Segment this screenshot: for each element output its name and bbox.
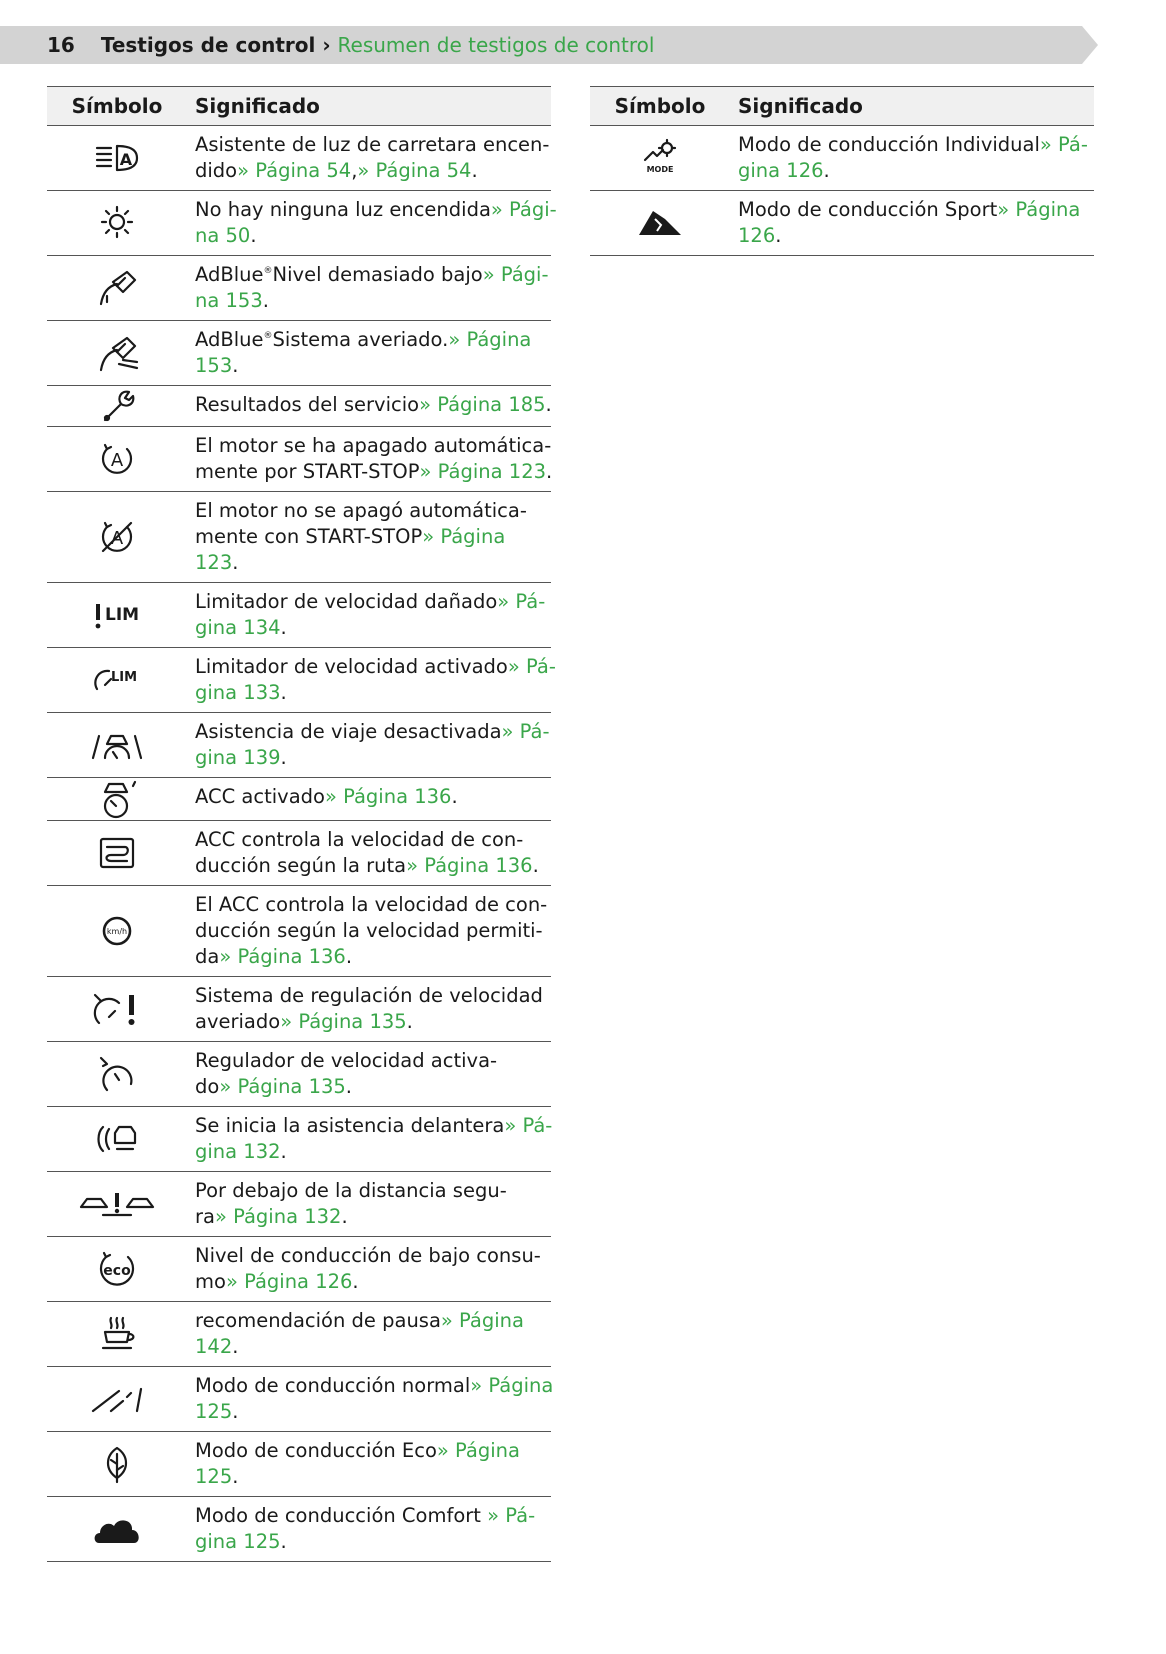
symbol-cell [47, 256, 187, 321]
eco-icon [47, 1249, 187, 1289]
meaning-text: Nivel demasiado bajo [272, 263, 483, 286]
meaning-text: . [451, 785, 458, 808]
page-reference-link[interactable]: » Página [436, 1439, 520, 1462]
page-reference-link[interactable]: » Página [422, 525, 506, 548]
table-row [47, 821, 551, 886]
meaning-text-line [195, 1074, 541, 1100]
meaning-text: . [471, 159, 478, 182]
svg-text:A: A [119, 150, 133, 169]
table-row [47, 1302, 551, 1367]
meaning-text: . [232, 1400, 239, 1423]
page-reference-link[interactable]: » Pá- [501, 720, 550, 743]
meaning-text: El ACC controla la velocidad de con- [195, 893, 548, 916]
symbol-cell [47, 1302, 187, 1367]
meaning-text: ducción según la velocidad permiti- [195, 919, 543, 942]
meaning-text: Limitador de velocidad dañado [195, 590, 498, 613]
symbol-column-header: Símbolo [590, 87, 730, 126]
meaning-text: . [352, 1270, 359, 1293]
mode-gear-icon [590, 138, 730, 178]
svg-text:A: A [110, 528, 124, 549]
meaning-text-line [195, 719, 550, 745]
page-reference-link[interactable]: 123 [195, 551, 233, 574]
meaning-cell [187, 1367, 554, 1432]
page-reference-link[interactable]: » Pá- [507, 655, 556, 678]
symbol-cell [47, 977, 187, 1042]
table-row [590, 191, 1094, 256]
meaning-cell [187, 977, 551, 1042]
cloud-icon [47, 1511, 187, 1547]
section-title: Resumen de testigos de control [337, 33, 655, 57]
page-reference-link[interactable]: » Página 132 [214, 1205, 342, 1228]
meaning-cell [730, 191, 1094, 256]
meaning-column-header: Significado [187, 87, 551, 126]
meaning-text: Limitador de velocidad activado [195, 655, 508, 678]
meaning-text-line [738, 223, 1084, 249]
meaning-text: AdBlue [195, 328, 264, 351]
registered-mark: ® [263, 331, 273, 341]
meaning-column-header: Significado [730, 87, 1094, 126]
meaning-cell [187, 191, 557, 256]
meaning-text: da [195, 945, 220, 968]
meaning-text-line [195, 433, 552, 459]
page-number: 16 [47, 33, 75, 57]
page-reference-link[interactable]: » Página 136 [324, 785, 452, 808]
table-row [47, 386, 551, 427]
meaning-text: . [250, 224, 257, 247]
meaning-text-line [195, 262, 549, 288]
svg-text:MODE: MODE [646, 165, 674, 174]
table-row [47, 583, 551, 648]
symbol-cell [47, 1367, 187, 1432]
symbol-cell [47, 1042, 187, 1107]
symbol-cell [47, 1172, 187, 1237]
meaning-cell [187, 427, 551, 492]
svg-text:LIM: LIM [111, 670, 138, 685]
page-reference-link[interactable]: 126 [738, 224, 776, 247]
meaning-cell [187, 1432, 551, 1497]
meaning-text-line [195, 158, 541, 184]
table-row [47, 321, 551, 386]
meaning-text-line [195, 223, 541, 249]
page-reference-link[interactable]: » Pági- [482, 263, 549, 286]
meaning-cell [730, 126, 1094, 191]
lim-active-icon [47, 663, 187, 697]
meaning-text-line [195, 853, 541, 879]
meaning-text: Modo de conducción normal [195, 1374, 471, 1397]
page-header [0, 26, 1098, 64]
meaning-text: . [345, 945, 353, 968]
meaning-text-line [195, 1048, 541, 1074]
travel-assist-off-icon [47, 728, 187, 762]
meaning-text: . [546, 460, 553, 483]
meaning-text: ra [195, 1205, 215, 1228]
page-reference-link[interactable]: 125 [195, 1400, 233, 1423]
sport-mode-icon [590, 207, 730, 239]
table-row [47, 1237, 551, 1302]
meaning-text: Regulador de velocidad activa- [195, 1049, 498, 1072]
coffee-cup-icon [47, 1314, 187, 1354]
meaning-text-line [195, 1529, 541, 1555]
meaning-text: . [406, 1010, 413, 1033]
meaning-text-line [195, 1178, 541, 1204]
acc-speed-limit-icon [47, 913, 187, 949]
acc-route-icon [47, 835, 187, 871]
high-beam-assist-icon [47, 142, 187, 174]
meaning-text: . [823, 159, 830, 182]
right-symbol-table [590, 86, 1094, 256]
breadcrumb-separator: › [322, 33, 331, 57]
meaning-text: . [345, 1075, 352, 1098]
meaning-text: dido [195, 159, 238, 182]
meaning-text: Resultados del servicio [195, 393, 420, 416]
symbol-cell [47, 1237, 187, 1302]
meaning-cell [187, 321, 551, 386]
meaning-cell [187, 886, 551, 977]
meaning-text: . [280, 616, 287, 639]
lim-fault-icon [47, 598, 187, 632]
meaning-text-line [195, 784, 541, 810]
meaning-text: . [280, 1530, 287, 1553]
meaning-text-line [195, 589, 546, 615]
meaning-text: . [775, 224, 782, 247]
adblue-level-icon [47, 268, 187, 308]
meaning-text-line [195, 1438, 541, 1464]
meaning-text-line [195, 288, 541, 314]
meaning-text-line [195, 654, 556, 680]
page-reference-link[interactable]: » Página 54 [237, 159, 352, 182]
symbol-cell [47, 386, 187, 427]
meaning-text-line [195, 1308, 541, 1334]
front-assist-icon [47, 1119, 187, 1159]
table-row [47, 191, 551, 256]
meaning-text-line [195, 550, 541, 576]
symbol-cell [47, 1107, 187, 1172]
page-reference-link[interactable]: gina 133 [195, 681, 281, 704]
meaning-text-line [195, 327, 541, 353]
meaning-text-line [195, 680, 541, 706]
meaning-text-line [195, 745, 541, 771]
svg-text:eco: eco [103, 1263, 131, 1279]
symbol-cell [47, 492, 187, 583]
meaning-cell [187, 821, 551, 886]
normal-mode-icon [47, 1383, 187, 1415]
registered-mark: ® [263, 266, 273, 276]
page-reference-link[interactable]: na 50 [195, 224, 251, 247]
meaning-text-line [195, 918, 541, 944]
meaning-text-line [738, 132, 1088, 158]
meaning-cell [187, 1042, 551, 1107]
page-reference-link[interactable]: » Página [440, 1309, 524, 1332]
symbol-cell [590, 191, 730, 256]
meaning-text-line [195, 1503, 541, 1529]
meaning-text-line [195, 353, 541, 379]
left-symbol-table [47, 86, 557, 1562]
meaning-text: No hay ninguna luz encendida [195, 198, 491, 221]
meaning-text: Se inicia la asistencia delantera [195, 1114, 505, 1137]
meaning-text: recomendación de pausa [195, 1309, 441, 1332]
meaning-cell [187, 1237, 551, 1302]
table-header-row [47, 87, 551, 126]
meaning-text-line [738, 197, 1084, 223]
meaning-text: mente con START-STOP [195, 525, 423, 548]
page-reference-link[interactable]: gina 125 [195, 1530, 281, 1553]
page-reference-link[interactable]: » Pági- [490, 198, 557, 221]
page-reference-link[interactable]: » Página 123 [419, 460, 547, 483]
meaning-text-line [195, 1373, 554, 1399]
symbol-cell [47, 778, 187, 821]
meaning-text-line [195, 1269, 541, 1295]
cruise-active-icon [47, 1054, 187, 1094]
meaning-text-line [195, 392, 552, 418]
meaning-text: . [232, 1335, 239, 1358]
meaning-text: El motor se ha apagado automática- [195, 434, 552, 457]
leaf-icon [47, 1444, 187, 1484]
meaning-text: . [232, 1465, 239, 1488]
page-reference-link[interactable]: » Página 54 [357, 159, 472, 182]
chapter-title: Testigos de control [100, 33, 316, 57]
meaning-text: ACC controla la velocidad de con- [195, 828, 524, 851]
page-reference-link[interactable]: » Pá- [1039, 133, 1088, 156]
table-row [47, 1367, 551, 1432]
svg-text:LIM: LIM [105, 605, 140, 625]
wrench-icon [47, 386, 187, 426]
start-stop-icon [47, 439, 187, 479]
meaning-cell [187, 713, 551, 778]
adblue-fault-icon [47, 332, 187, 374]
page-reference-link[interactable]: 153 [195, 354, 233, 377]
meaning-text-line [195, 498, 541, 524]
meaning-text-line [195, 1113, 553, 1139]
page-reference-link[interactable]: 142 [195, 1335, 233, 1358]
page-reference-link[interactable]: » Página 185 [419, 393, 546, 416]
symbol-column-header: Símbolo [47, 87, 187, 126]
symbol-cell [590, 126, 730, 191]
symbol-cell [47, 1497, 187, 1562]
table-row [590, 126, 1094, 191]
meaning-cell [187, 583, 551, 648]
meaning-cell [187, 256, 551, 321]
meaning-text: Modo de conducción Individual [738, 133, 1040, 156]
meaning-text-line [195, 1009, 541, 1035]
page-reference-link[interactable]: » Pá- [504, 1114, 553, 1137]
table-row [47, 1497, 551, 1562]
table-row [47, 713, 551, 778]
page-reference-link[interactable]: gina 134 [195, 616, 281, 639]
meaning-cell [187, 386, 551, 427]
meaning-cell [187, 1107, 551, 1172]
meaning-text: Sistema de regulación de velocidad [195, 984, 543, 1007]
meaning-text-line [195, 1139, 541, 1165]
meaning-text: Asistencia de viaje desactivada [195, 720, 502, 743]
meaning-text-line [195, 1334, 541, 1360]
meaning-text: Sistema averiado. [272, 328, 449, 351]
meaning-text: . [232, 354, 239, 377]
page-reference-link[interactable]: » Página 126 [225, 1270, 353, 1293]
page-reference-link[interactable]: » Página 136 [219, 945, 346, 968]
table-row [47, 977, 551, 1042]
table-row [47, 492, 551, 583]
meaning-text: . [232, 551, 239, 574]
page-reference-link[interactable]: gina 132 [195, 1140, 281, 1163]
symbol-cell [47, 1432, 187, 1497]
page-reference-link[interactable]: » Página 136 [406, 854, 533, 877]
meaning-text: . [280, 746, 287, 769]
svg-text:A: A [110, 450, 124, 471]
symbol-cell [47, 583, 187, 648]
symbol-cell [47, 321, 187, 386]
symbol-cell [47, 648, 187, 713]
meaning-text: mente por START-STOP [195, 460, 420, 483]
meaning-cell [187, 648, 556, 713]
meaning-cell [187, 778, 551, 821]
meaning-text: . [280, 1140, 287, 1163]
meaning-text-line [195, 944, 541, 970]
page-reference-link[interactable]: » Pá- [487, 1504, 536, 1527]
meaning-text: Asistente de luz de carretara encen- [195, 133, 550, 156]
symbol-cell [47, 191, 187, 256]
meaning-text: , [351, 159, 358, 182]
meaning-cell [187, 126, 551, 191]
table-row [47, 1042, 551, 1107]
table-row [47, 1432, 551, 1497]
svg-text:km/h: km/h [106, 927, 128, 936]
meaning-text: . [262, 289, 269, 312]
meaning-text: ACC activado [195, 785, 325, 808]
meaning-text: El motor no se apagó automática- [195, 499, 527, 522]
meaning-text-line [738, 158, 1084, 184]
table-row [47, 778, 551, 821]
meaning-cell [187, 492, 551, 583]
meaning-text-line [195, 132, 550, 158]
page-reference-link[interactable]: » Página 135 [280, 1010, 407, 1033]
start-stop-off-icon [47, 517, 187, 557]
table-row [47, 1107, 551, 1172]
distance-warning-icon [47, 1187, 187, 1221]
meaning-text: averiado [195, 1010, 281, 1033]
meaning-cell [187, 1497, 551, 1562]
header-text [47, 33, 654, 57]
cruise-fault-icon [47, 989, 187, 1029]
table-row [47, 1172, 551, 1237]
page-reference-link[interactable]: 125 [195, 1465, 233, 1488]
meaning-text-line [195, 1399, 541, 1425]
symbol-cell [47, 126, 187, 191]
table-row [47, 427, 551, 492]
page-reference-link[interactable]: » Página [997, 198, 1081, 221]
page-reference-link[interactable]: » Página 135 [219, 1075, 346, 1098]
meaning-cell [187, 1172, 551, 1237]
table-row [47, 648, 551, 713]
meaning-text: do [195, 1075, 220, 1098]
meaning-text: Modo de conducción Sport [738, 198, 998, 221]
no-light-on-icon [47, 205, 187, 241]
meaning-text: . [341, 1205, 348, 1228]
meaning-text: Modo de conducción Eco [195, 1439, 437, 1462]
meaning-text-line [195, 1243, 541, 1269]
meaning-text: ducción según la ruta [195, 854, 407, 877]
meaning-text-line [195, 459, 553, 485]
meaning-text-line [195, 1204, 541, 1230]
symbol-cell [47, 886, 187, 977]
symbol-cell [47, 427, 187, 492]
meaning-text: . [280, 681, 287, 704]
table-row [47, 886, 551, 977]
page-reference-link[interactable]: » Página [470, 1374, 554, 1397]
symbol-cell [47, 713, 187, 778]
page-reference-link[interactable]: » Pá- [497, 590, 546, 613]
meaning-cell [187, 1302, 551, 1367]
page-reference-link[interactable]: na 153 [195, 289, 263, 312]
page-reference-link[interactable]: gina 126 [738, 159, 824, 182]
symbol-cell [47, 821, 187, 886]
table-row [47, 126, 551, 191]
meaning-text-line [195, 524, 541, 550]
meaning-text-line [195, 615, 541, 641]
meaning-text-line [195, 983, 541, 1009]
acc-active-icon [47, 778, 187, 820]
meaning-text: AdBlue [195, 263, 264, 286]
meaning-text: Nivel de conducción de bajo consu- [195, 1244, 541, 1267]
table-header-row [590, 87, 1094, 126]
meaning-text-line [195, 892, 548, 918]
table-row [47, 256, 551, 321]
meaning-text: mo [195, 1270, 226, 1293]
meaning-text: . [545, 393, 552, 416]
page-reference-link[interactable]: » Página [448, 328, 532, 351]
meaning-text-line [195, 1464, 541, 1490]
meaning-text-line [195, 827, 541, 853]
meaning-text-line [195, 197, 557, 223]
meaning-text: Por debajo de la distancia segu- [195, 1179, 507, 1202]
meaning-text: . [532, 854, 539, 877]
meaning-text: Modo de conducción Comfort [195, 1504, 488, 1527]
page-reference-link[interactable]: gina 139 [195, 746, 281, 769]
